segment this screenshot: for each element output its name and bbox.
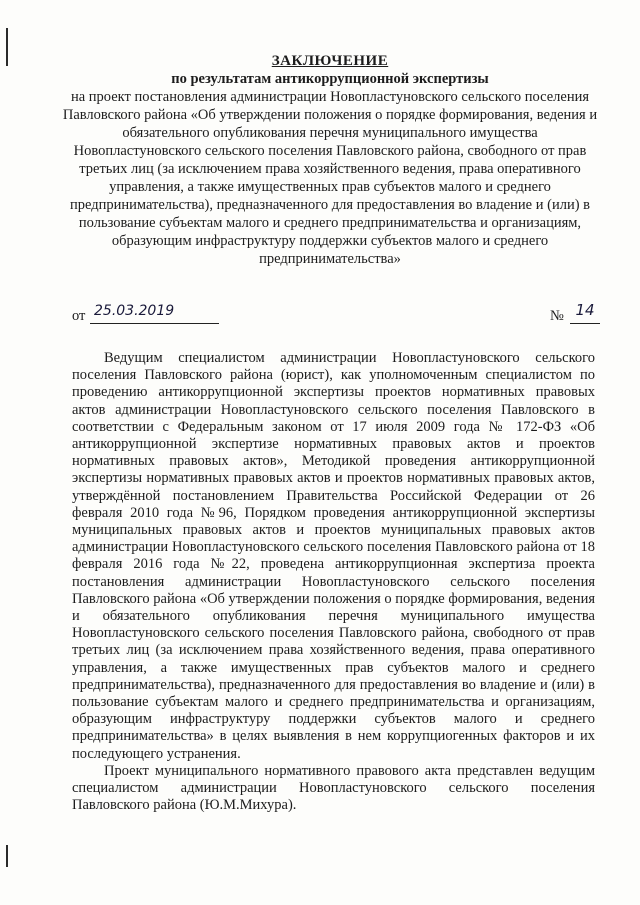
scan-edge-mark [6,845,8,867]
document-subtitle: по результатам антикоррупционной экспертизы [171,71,489,87]
number-value: 14 [570,301,600,324]
body-paragraph: Ведущим специалистом администрации Новопластуновского сельского поселения Павловского района (юрист), как уполномоченным специалистом по проведению антикоррупционной экспертизы проектов нормативных правовых актов администрации Новопластуновского сельского поселения Павловского в соответствии с Федеральным законом от 17 июля 2009 года № 172-ФЗ «Об антикоррупционной экспертизе нормативных правовых актов и проектов нормативных правовых актов», Методикой проведения антикоррупционной экспертизы нормативных правовых актов и проектов нормативных правовых актов, утверждённой постановлением Правительства Российской Федерации от 26 февраля 2010 года №96, Порядком проведения антикоррупционной экспертизы муниципальных правовых актов и проектов муниципальных правовых актов администрации Новопластуновского сельского поселения Павловского района от 18 февраля 2016 года №22, проведена антикоррупционная экспертиза проекта постановления администрации Новопластуновского сельского поселения Павловского района «Об утверждении положения о порядке формирования, ведения и обязательного опубликования перечня муниципального имущества Новопластуновского сельского поселения Павловского района, свободного от прав третьих лиц (за исключением права хозяйственного ведения, права оперативного управления, а также имущественных прав субъектов малого и среднего предпринимательства), предназначенного для предоставления во владение и (или) в пользование субъектам малого и среднего предпринимательства и организациям, образующим инфраструктуру поддержки субъектов малого и среднего предпринимательства» в целях выявления в нем коррупциогенных факторов и их последующего устранения. [72,350,595,762]
date-number-line [72,301,602,327]
date-label: от [72,308,86,324]
document-body [72,350,595,814]
scan-edge-mark [6,28,8,66]
date-value: 25.03.2019 [90,303,219,324]
document-subject: на проект постановления администрации Новопластуновского сельского поселения Павловского района «Об утверждении положения о порядке формирования, ведения и обязательного опубликования перечня муниципального имущества Новопластуновского сельского поселения Павловского района, свободного от прав третьих лиц (за исключением права хозяйственного ведения, права оперативного управления, а также имущественных прав субъектов малого и среднего предпринимательства), предназначенного для предоставления во владение и (или) в пользование субъектам малого и среднего предпринимательства и организациям, образующим инфраструктуру поддержки субъектов малого и среднего предпринимательства» [62,89,598,267]
document-heading [60,52,600,268]
number-label: № [550,308,564,324]
document-title: ЗАКЛЮЧЕНИЕ [271,53,389,69]
body-paragraph: Проект муниципального нормативного правового акта представлен ведущим специалистом администрации Новопластуновского сельского поселения Павловского района (Ю.М.Михура). [72,762,595,814]
